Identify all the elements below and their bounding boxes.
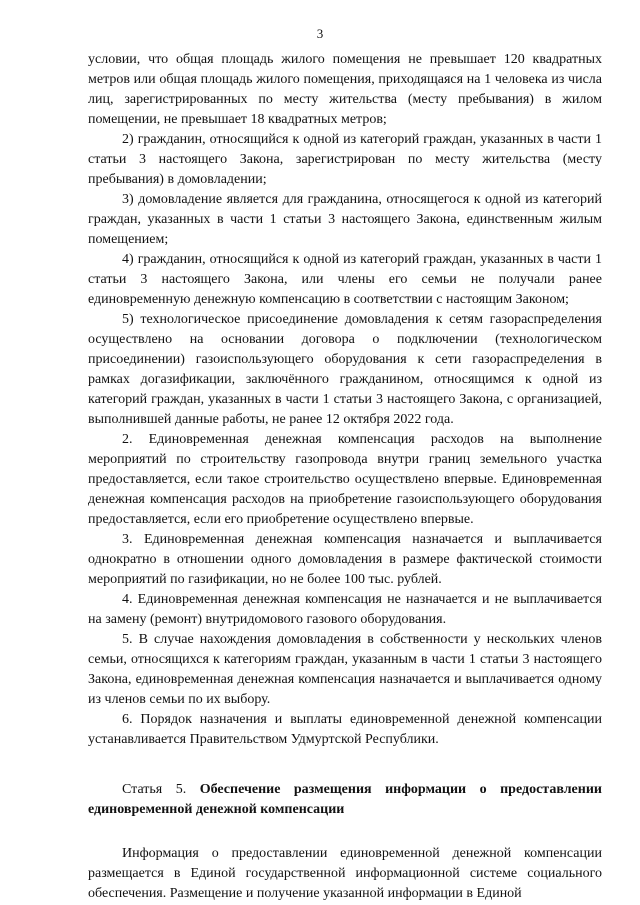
paragraph: 3) домовладение является для гражданина, относящегося к одной из категорий граждан, указанных в части 1 статьи 3 настоящего Закона, единственным жилым помещением; — [88, 192, 602, 247]
page-number: 3 — [316, 26, 324, 41]
paragraph: 4) гражданин, относящийся к одной из категорий граждан, указанных в части 1 статьи 3 настоящего Закона, или члены его семьи не получали ранее единовременную денежную компенсацию в соответствии с настоящим Законом; — [88, 252, 602, 307]
paragraph: 4. Единовременная денежная компенсация не назначается и не выплачивается на замену (ремонт) внутридомового газового оборудования. — [88, 592, 602, 627]
paragraph: 6. Порядок назначения и выплаты единовременной денежной компенсации устанавливается Правительством Удмуртской Республики. — [88, 712, 602, 747]
article-label: Статья 5. — [122, 782, 200, 797]
paragraph: 2. Единовременная денежная компенсация расходов на выполнение мероприятий по строительству газопровода внутри границ земельного участка предоставляется, если такое строительство осуществлено впервые. Единовременная денежная компенсация расходов на приобретение газоиспользующего оборудования предоставляется, если его приобретение осуществлено впервые. — [88, 432, 602, 527]
paragraph: 2) гражданин, относящийся к одной из категорий граждан, указанных в части 1 статьи 3 настоящего Закона, зарегистрирован по месту жительства (месту пребывания) в домовладении; — [88, 132, 602, 187]
article-heading — [88, 780, 602, 820]
paragraph: 3. Единовременная денежная компенсация назначается и выплачивается однократно в отношении одного домовладения в размере фактической стоимости мероприятий по газификации, но не более 100 тыс. рублей. — [88, 532, 602, 587]
paragraph: 5) технологическое присоединение домовладения к сетям газораспределения осуществлено на основании договора о подключении (технологическом присоединении) газоиспользующего оборудования к сети газораспределения в рамках догазификации, заключённого гражданином, относящимся к одной из категорий граждан, указанных в части 1 статьи 3 настоящего Закона, с организацией, выполнившей данные работы, не ранее 12 октября 2022 года. — [88, 312, 602, 427]
document-body — [88, 50, 602, 904]
article-title: Обеспечение размещения информации о предоставлении единовременной денежной компенсации — [88, 782, 602, 817]
paragraph: Информация о предоставлении единовременной денежной компенсации размещается в Единой государственной информационной системе социального обеспечения. Размещение и получение указанной информации в Единой — [88, 846, 602, 901]
paragraph: 5. В случае нахождения домовладения в собственности у нескольких членов семьи, относящихся к категориям граждан, указанным в части 1 статьи 3 настоящего Закона, единовременная денежная компенсация назначается и выплачивается одному из членов семьи по их выбору. — [88, 632, 602, 707]
paragraph: условии, что общая площадь жилого помещения не превышает 120 квадратных метров или общая площадь жилого помещения, приходящаяся на 1 человека из числа лиц, зарегистрированных по месту жительства (месту пребывания) в жилом помещении, не превышает 18 квадратных метров; — [88, 52, 602, 127]
